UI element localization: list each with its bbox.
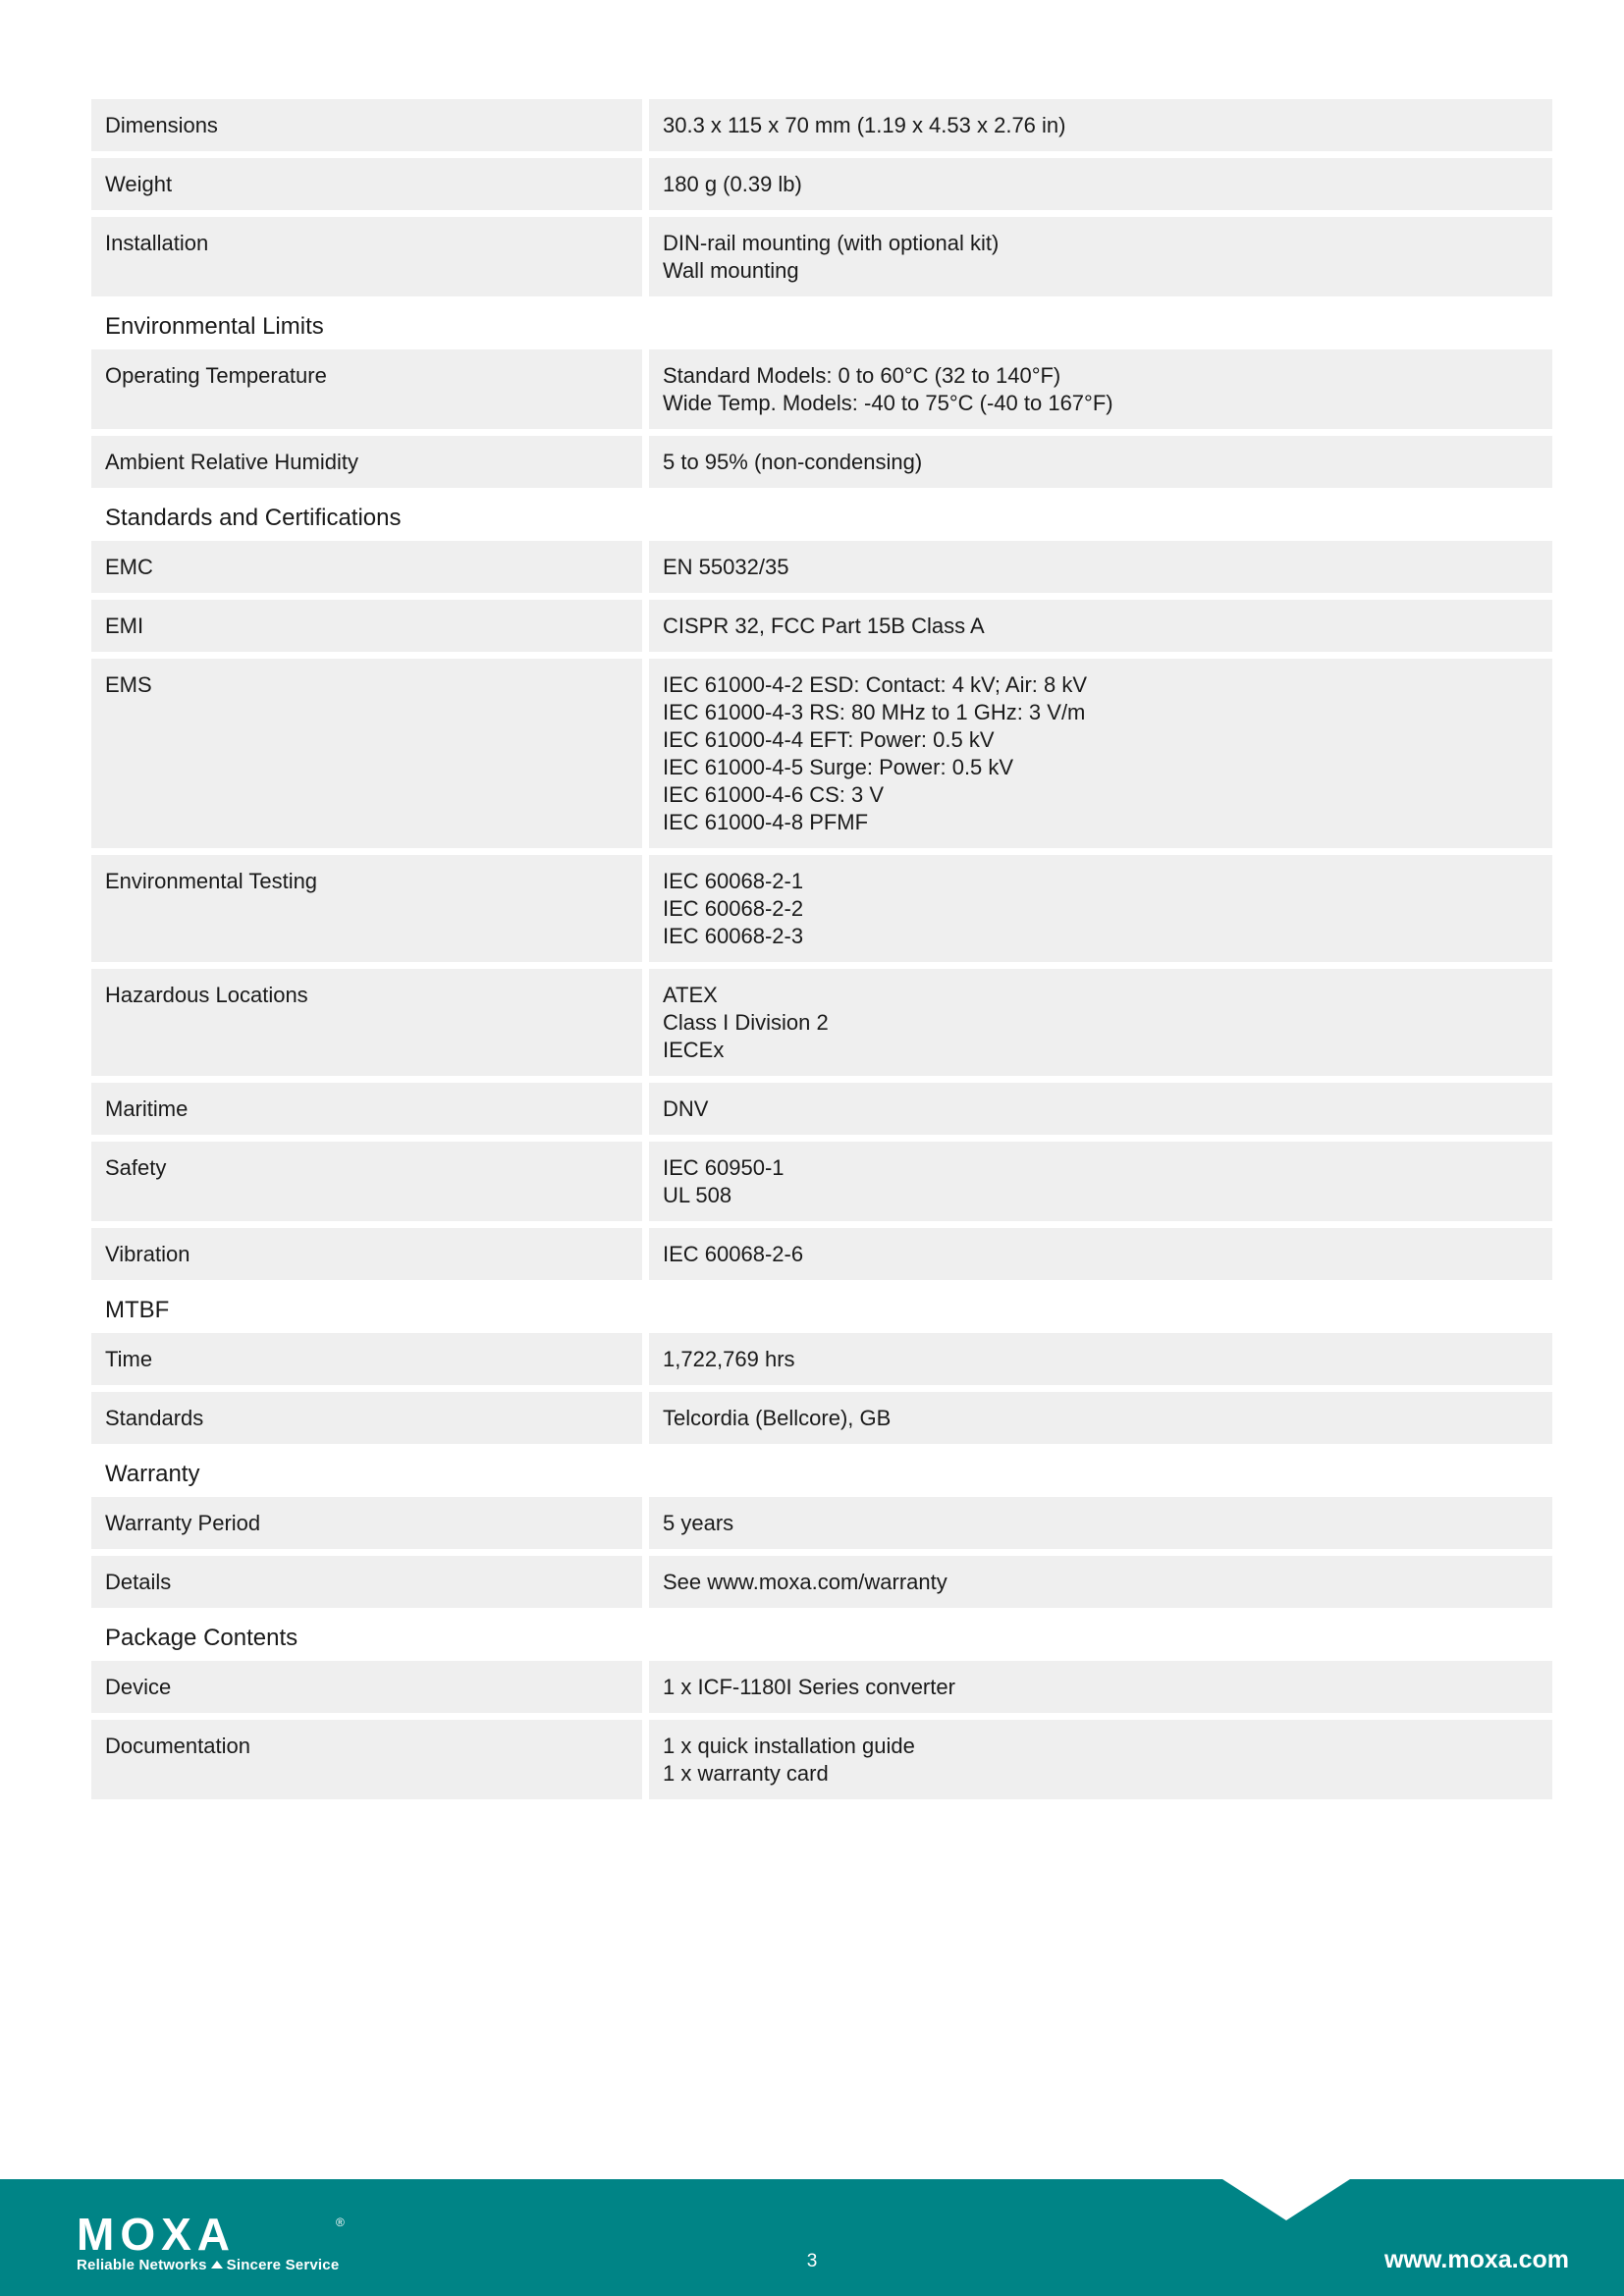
spec-value <box>649 1142 1552 1221</box>
spec-value-line: 1,722,769 hrs <box>663 1347 795 1371</box>
spec-label: Standards <box>91 1392 642 1444</box>
section-heading: Standards and Certifications <box>105 505 402 531</box>
spec-value-line: 1 x quick installation guide <box>663 1734 915 1758</box>
spec-value-line: IEC 61000-4-3 RS: 80 MHz to 1 GHz: 3 V/m <box>663 700 1086 724</box>
spec-value-line: IEC 61000-4-5 Surge: Power: 0.5 kV <box>663 755 1014 779</box>
spec-label: EMS <box>91 659 642 848</box>
spec-value-line: ATEX <box>663 983 718 1007</box>
spec-row <box>91 1497 1552 1549</box>
spec-label: EMI <box>91 600 642 652</box>
spec-row <box>91 217 1552 296</box>
spec-label: Device <box>91 1661 642 1713</box>
spec-value-line: EN 55032/35 <box>663 555 789 579</box>
spec-label: Hazardous Locations <box>91 969 642 1076</box>
spec-value <box>649 1720 1552 1799</box>
spec-value <box>649 1497 1552 1549</box>
spec-value-line: IEC 60068-2-3 <box>663 924 804 948</box>
spec-value-line: 30.3 x 115 x 70 mm (1.19 x 4.53 x 2.76 in) <box>663 113 1066 137</box>
spec-value-line: IEC 60068-2-6 <box>663 1242 804 1266</box>
spec-row <box>91 349 1552 429</box>
moxa-logo <box>77 2215 352 2254</box>
spec-value-line: IEC 61000-4-8 PFMF <box>663 810 869 834</box>
tagline-right: Sincere Service <box>226 2257 340 2273</box>
spec-label: Time <box>91 1333 642 1385</box>
spec-value <box>649 1083 1552 1135</box>
spec-row <box>91 855 1552 962</box>
page-footer <box>0 2179 1624 2296</box>
spec-value-line: 1 x warranty card <box>663 1761 829 1786</box>
spec-label: Weight <box>91 158 642 210</box>
spec-row <box>91 1661 1552 1713</box>
spec-value <box>649 659 1552 848</box>
spec-value <box>649 436 1552 488</box>
spec-value <box>649 855 1552 962</box>
spec-label: Environmental Testing <box>91 855 642 962</box>
section-heading: MTBF <box>105 1297 170 1323</box>
svg-text:®: ® <box>336 2216 345 2229</box>
spec-label: EMC <box>91 541 642 593</box>
spec-value-line: IECEx <box>663 1038 725 1062</box>
spec-label: Details <box>91 1556 642 1608</box>
tagline-left: Reliable Networks <box>77 2257 207 2273</box>
spec-value-line: CISPR 32, FCC Part 15B Class A <box>663 614 985 638</box>
spec-row <box>91 1556 1552 1608</box>
spec-value <box>649 217 1552 296</box>
spec-label: Vibration <box>91 1228 642 1280</box>
spec-table <box>91 99 1552 1806</box>
spec-value-line: IEC 61000-4-4 EFT: Power: 0.5 kV <box>663 727 995 752</box>
section-heading: Warranty <box>105 1461 200 1487</box>
spec-label: Operating Temperature <box>91 349 642 429</box>
spec-label: Warranty Period <box>91 1497 642 1549</box>
spec-row <box>91 436 1552 488</box>
spec-value-line: IEC 60068-2-1 <box>663 869 804 893</box>
spec-label: Ambient Relative Humidity <box>91 436 642 488</box>
page-number: 3 <box>806 2251 818 2271</box>
spec-value <box>649 969 1552 1076</box>
spec-value <box>649 1333 1552 1385</box>
spec-value-line: Wall mounting <box>663 258 799 283</box>
svg-text:MOXA: MOXA <box>77 2215 236 2254</box>
spec-value-line: DIN-rail mounting (with optional kit) <box>663 231 1000 255</box>
spec-label: Documentation <box>91 1720 642 1799</box>
spec-value <box>649 99 1552 151</box>
spec-row <box>91 99 1552 151</box>
spec-value <box>649 1392 1552 1444</box>
spec-value-line: UL 508 <box>663 1183 732 1207</box>
spec-value <box>649 541 1552 593</box>
section-heading: Environmental Limits <box>105 313 324 340</box>
spec-label: Safety <box>91 1142 642 1221</box>
spec-value-line: DNV <box>663 1096 709 1121</box>
spec-row <box>91 1142 1552 1221</box>
spec-value-line: Telcordia (Bellcore), GB <box>663 1406 892 1430</box>
spec-value <box>649 1661 1552 1713</box>
spec-value-line: IEC 61000-4-2 ESD: Contact: 4 kV; Air: 8 kV <box>663 672 1088 697</box>
spec-value-line: Class I Division 2 <box>663 1010 829 1035</box>
spec-label: Dimensions <box>91 99 642 151</box>
spec-row <box>91 659 1552 848</box>
spec-value <box>649 1556 1552 1608</box>
spec-value-line: 180 g (0.39 lb) <box>663 172 802 196</box>
spec-value <box>649 349 1552 429</box>
spec-value-line: Wide Temp. Models: -40 to 75°C (-40 to 167°F) <box>663 391 1113 415</box>
spec-value <box>649 158 1552 210</box>
spec-value-line: See www.moxa.com/warranty <box>663 1570 947 1594</box>
spec-row <box>91 1392 1552 1444</box>
spec-row <box>91 1333 1552 1385</box>
spec-row <box>91 969 1552 1076</box>
spec-value-line: IEC 60950-1 <box>663 1155 785 1180</box>
section-heading: Package Contents <box>105 1625 298 1651</box>
spec-row <box>91 541 1552 593</box>
spec-row <box>91 1720 1552 1799</box>
spec-value-line: 5 years <box>663 1511 734 1535</box>
footer-notch <box>1222 2179 1350 2220</box>
spec-value-line: 1 x ICF-1180I Series converter <box>663 1675 955 1699</box>
spec-label: Installation <box>91 217 642 296</box>
spec-label: Maritime <box>91 1083 642 1135</box>
spec-value <box>649 1228 1552 1280</box>
website-link[interactable]: www.moxa.com <box>1383 2246 1569 2273</box>
spec-value-line: IEC 61000-4-6 CS: 3 V <box>663 782 885 807</box>
spec-row <box>91 158 1552 210</box>
spec-value <box>649 600 1552 652</box>
spec-row <box>91 1228 1552 1280</box>
spec-value-line: Standard Models: 0 to 60°C (32 to 140°F) <box>663 363 1061 388</box>
spec-value-line: IEC 60068-2-2 <box>663 896 804 921</box>
spec-row <box>91 600 1552 652</box>
spec-row <box>91 1083 1552 1135</box>
spec-value-line: 5 to 95% (non-condensing) <box>663 450 923 474</box>
